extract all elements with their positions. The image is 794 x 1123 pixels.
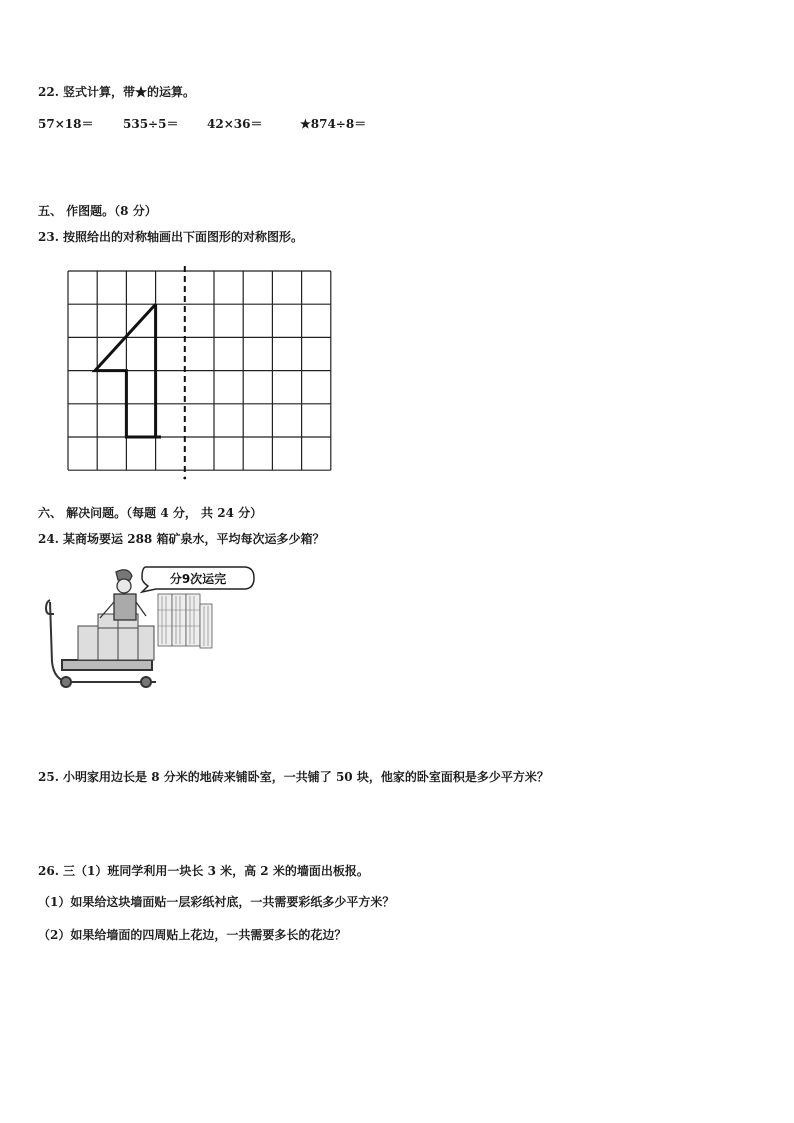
boxes-on-truck — [78, 614, 154, 660]
section5-header: 五、 作图题。（8 分） — [38, 204, 157, 218]
axis-dot — [183, 477, 186, 480]
background-cases — [158, 594, 212, 648]
q26-sub2: （2）如果给墙面的四周贴上花边，一共需要多长的花边？ — [38, 928, 347, 942]
q24-title: 24. 某商场要运 288 箱矿泉水，平均每次运多少箱？ — [38, 532, 325, 546]
q25-title: 25. 小明家用边长是 8 分米的地砖来铺卧室，一共铺了 50 块，他家的卧室面积是多少平方米？ — [38, 770, 549, 784]
symmetry-grid-figure — [60, 264, 340, 484]
calc-4: ★874÷8＝ — [300, 117, 367, 131]
worker-figure — [100, 570, 146, 620]
worker-hand-truck-illustration — [38, 562, 260, 694]
q26-sub1: （1）如果给这块墙面贴一层彩纸衬底，一共需要彩纸多少平方米？ — [38, 895, 395, 909]
section6-header: 六、 解决问题。（每题 4 分， 共 24 分） — [38, 506, 263, 520]
q26-title: 26. 三（1）班同学利用一块长 3 米，高 2 米的墙面出板报。 — [38, 864, 369, 878]
bubble-text: 分9次运完 — [169, 572, 227, 586]
calc-3: 42×36＝ — [207, 117, 263, 131]
q23-title: 23. 按照给出的对称轴画出下面图形的对称图形。 — [38, 230, 304, 244]
calc-1: 57×18＝ — [38, 117, 94, 131]
calc-2: 535÷5＝ — [123, 117, 179, 131]
q22-title: 22. 竖式计算，带★的运算。 — [38, 85, 196, 99]
